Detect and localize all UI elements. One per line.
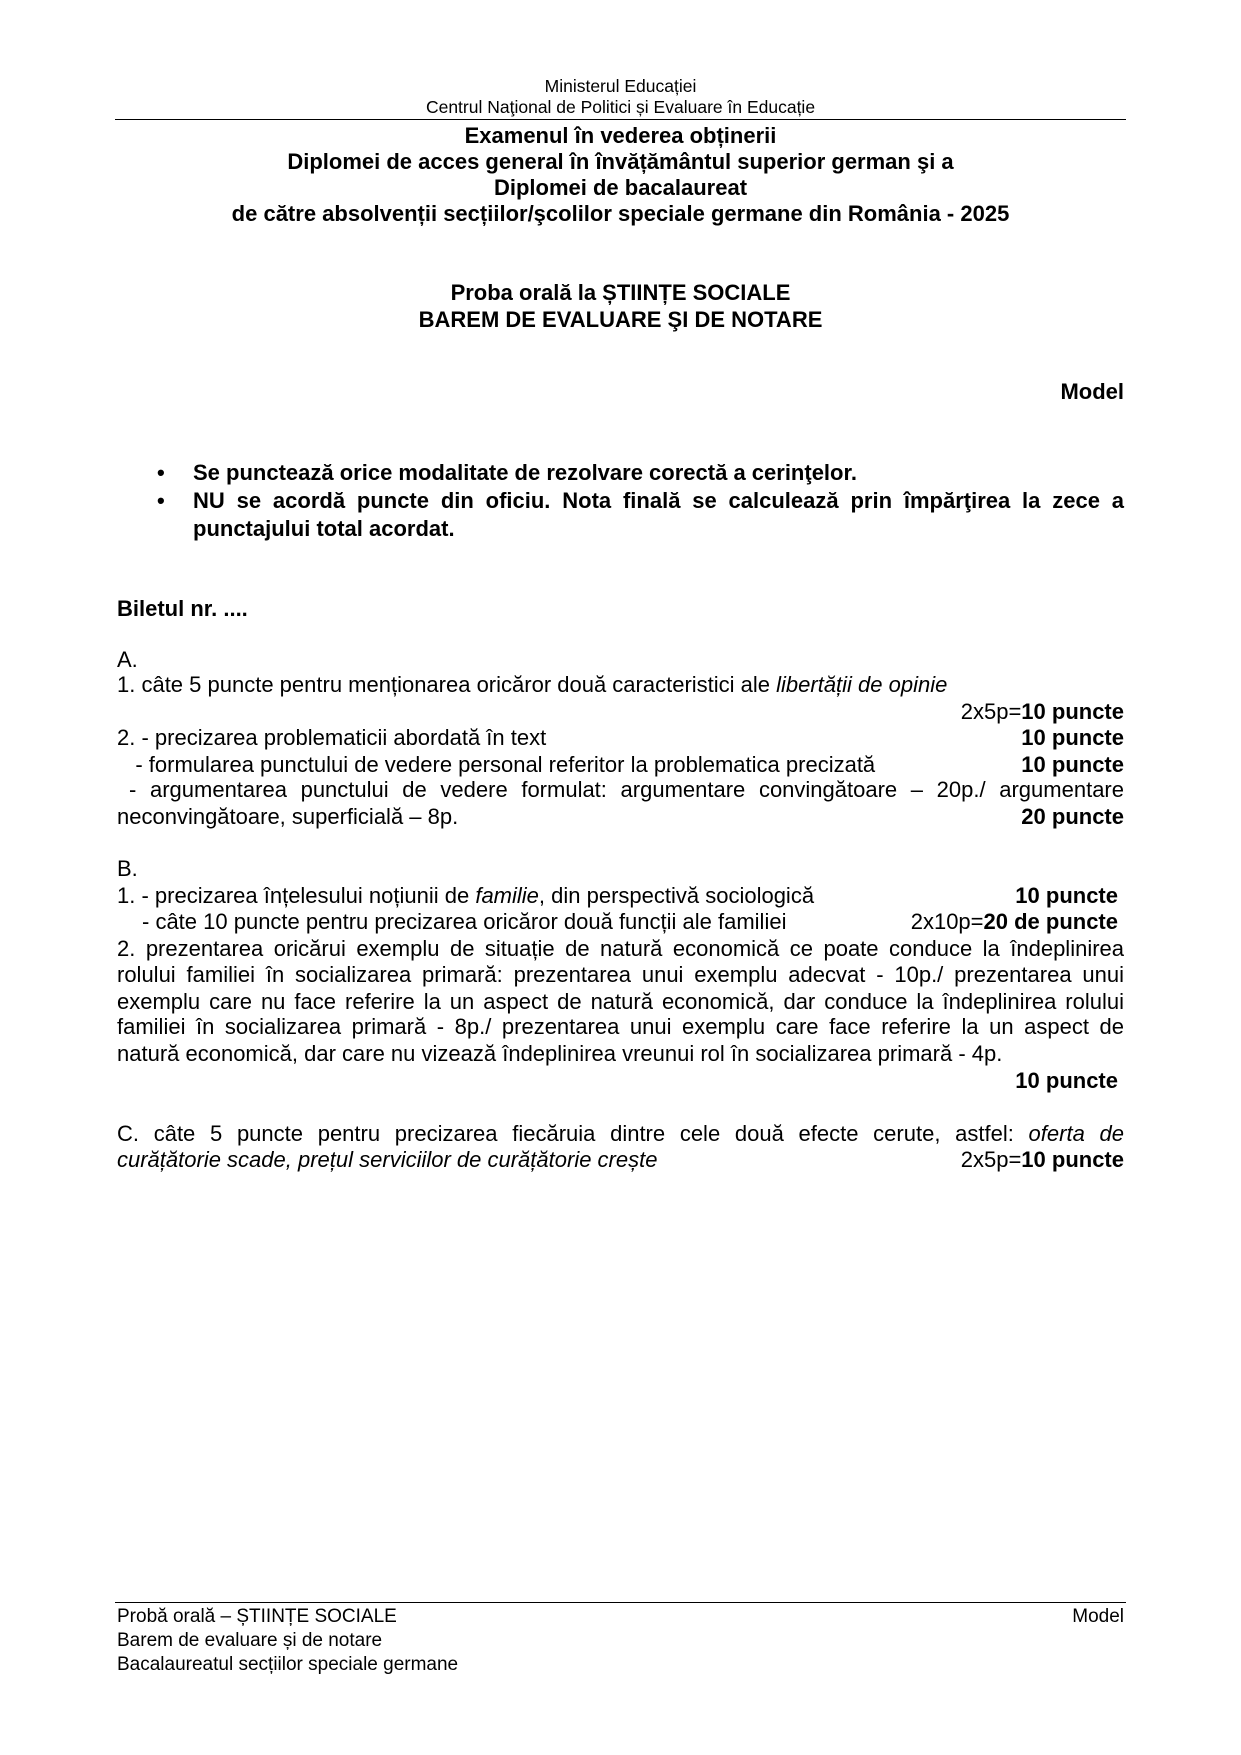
footer-exam: Probă orală – ȘTIINȚE SOCIALE xyxy=(117,1606,397,1627)
points-value: 10 puncte xyxy=(1021,752,1124,777)
c-line-2-italic: curățătorie scade, prețul serviciilor de curățătorie crește xyxy=(117,1147,658,1172)
b-item-1a-rest: , din perspectivă sociologică xyxy=(538,883,815,908)
c-line-1-italic: oferta de xyxy=(1028,1121,1124,1146)
b-item-1b-text: - câte 10 puncte pentru precizarea oricăror două funcții ale familiei xyxy=(142,909,787,934)
c-line-1 xyxy=(117,1121,1124,1147)
points-value: 10 puncte xyxy=(1021,699,1124,724)
section-a-label: A. xyxy=(117,647,138,672)
a-item-2a-text: 2. - precizarea problematicii abordată în text xyxy=(117,725,547,750)
a-item-2b xyxy=(117,752,1124,778)
instruction-1 xyxy=(117,460,1124,486)
a-item-1-italic: libertății de opinie xyxy=(776,672,948,697)
instruction-2-line-2: punctajului total acordat. xyxy=(193,516,455,541)
points-value: 10 puncte xyxy=(1021,725,1124,750)
b-item-1a xyxy=(117,883,1124,909)
a-item-2c-line-2 xyxy=(117,804,1124,830)
ticket-number: Biletul nr. .... xyxy=(117,596,248,621)
points-prefix: 2x5p= xyxy=(960,699,1022,724)
title-line-3: Diplomei de bacalaureat xyxy=(493,175,748,200)
instruction-2-line-1 xyxy=(117,488,1124,514)
b-item-2-line-1: 2. prezentarea oricărui exemplu de situație de natură economică ce poate conduce la îndeplinirea xyxy=(117,936,1124,961)
header-rule xyxy=(115,119,1126,120)
a-item-2a xyxy=(117,725,1124,751)
center-name: Centrul Naţional de Politici și Evaluare în Educație xyxy=(425,97,816,117)
footer-line-1 xyxy=(117,1605,1124,1629)
a-item-2c-line-1: - argumentarea punctului de vedere formulat: argumentare convingătoare – 20p./ argumentare xyxy=(129,777,1124,802)
section-b-label: B. xyxy=(117,856,138,881)
b-item-2-line-3: exemplu care nu face referire la un aspect de natură economică, dar conduce la îndeplinirea rolului xyxy=(117,989,1124,1014)
b-item-1a-text: 1. - precizarea înțelesului noțiunii de xyxy=(117,883,476,908)
a-item-2c-text: neconvingătoare, superficială – 8p. xyxy=(117,804,459,829)
a-item-1-text: 1. câte 5 puncte pentru menționarea oricăror două caracteristici ale xyxy=(117,672,777,697)
subtitle-line-2: BAREM DE EVALUARE ŞI DE NOTARE xyxy=(418,307,823,332)
b-item-2-line-5: natură economică, dar care nu vizează îndeplinirea vreunui rol în socializarea primară - 4p. xyxy=(117,1041,1003,1066)
bullet-icon: • xyxy=(157,460,165,485)
b-item-1a-italic: familie xyxy=(475,883,539,908)
a-item-2b-text: - formularea punctului de vedere personal referitor la problematica precizată xyxy=(117,752,876,777)
points-prefix: 2x5p= xyxy=(960,1147,1022,1172)
footer-line-3: Bacalaureatul secțiilor speciale germane xyxy=(117,1654,459,1675)
c-line-1-text: C. câte 5 puncte pentru precizarea fiecăruia dintre cele două efecte cerute, astfel: xyxy=(117,1121,1029,1146)
b-item-2-points: 10 puncte xyxy=(1015,1068,1118,1093)
subtitle-line-1: Proba orală la ȘTIINȚE SOCIALE xyxy=(450,280,791,305)
bullet-icon: • xyxy=(157,488,165,513)
points-value: 20 puncte xyxy=(1021,804,1124,829)
model-label: Model xyxy=(1060,379,1124,404)
footer-line-2: Barem de evaluare și de notare xyxy=(117,1630,383,1651)
points-value: 20 de puncte xyxy=(983,909,1118,934)
a-item-1 xyxy=(117,672,1124,698)
footer-model: Model xyxy=(1072,1606,1124,1627)
instruction-1-text: Se punctează orice modalitate de rezolvare corectă a cerinţelor. xyxy=(193,460,857,485)
a-item-1-points xyxy=(117,699,1124,725)
points-prefix: 2x10p= xyxy=(910,909,984,934)
b-item-2-line-2: rolului familiei în socializarea primară: prezentarea unui exemplu adecvat - 10p./ prezentarea unui xyxy=(117,962,1124,987)
c-line-2 xyxy=(117,1147,1124,1173)
instruction-2-text: NU se acordă puncte din oficiu. Nota finală se calculează prin împărţirea la zece a xyxy=(193,488,1124,513)
footer-rule xyxy=(115,1602,1126,1603)
title-line-4: de către absolvenții secțiilor/şcolilor speciale germane din România - 2025 xyxy=(231,201,1010,226)
b-item-2-line-4: familiei în socializarea primară - 8p./ prezentarea unui exemplu care face referire la un aspect de xyxy=(117,1014,1124,1039)
b-item-1b xyxy=(117,909,1124,935)
points-value: 10 puncte xyxy=(1021,1147,1124,1172)
title-line-2: Diplomei de acces general în învățământul superior german şi a xyxy=(287,149,954,174)
points-value: 10 puncte xyxy=(1015,883,1118,908)
title-line-1: Examenul în vederea obținerii xyxy=(464,123,777,148)
ministry-name: Ministerul Educației xyxy=(544,76,697,96)
